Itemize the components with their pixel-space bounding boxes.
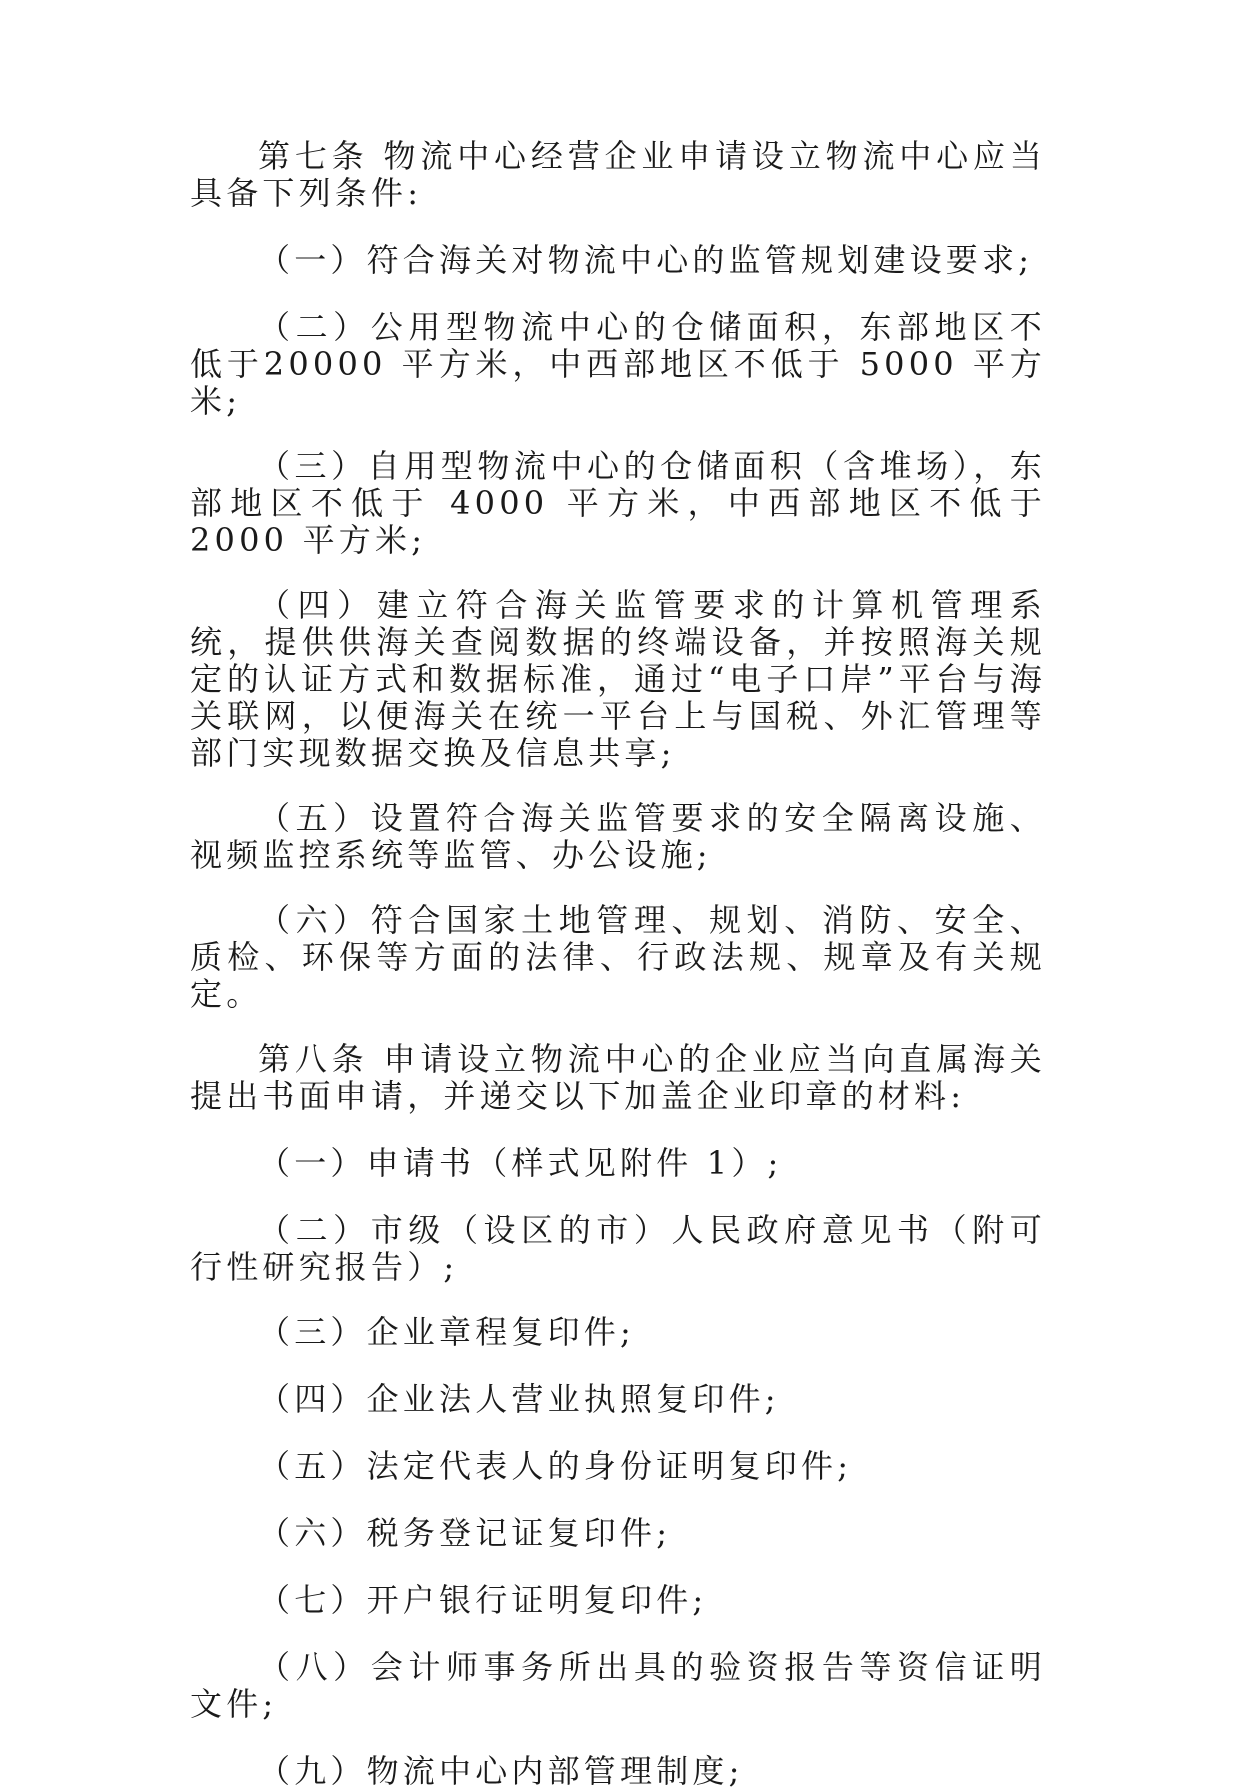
article-8-item-4: （四）企业法人营业执照复印件; [258,1380,780,1418]
article-7-item-5: （五）设置符合海关监管要求的安全隔离设施、视频监控系统等监管、办公设施; [190,799,1046,874]
article-8-item-6: （六）税务登记证复印件; [258,1514,672,1552]
article-8-item-1: （一）申请书（样式见附件 1）; [258,1144,783,1182]
article-8-heading: 第八条 申请设立物流中心的企业应当向直属海关提出书面申请，并递交以下加盖企业印章的材料: [190,1040,1046,1115]
article-8-item-5: （五）法定代表人的身份证明复印件; [258,1447,853,1485]
article-7-item-3: （三）自用型物流中心的仓储面积（含堆场），东部地区不低于 4000 平方米，中西部地区不低于 2000 平方米; [190,447,1046,559]
article-8-item-3: （三）企业章程复印件; [258,1313,635,1351]
article-8-item-8: （八）会计师事务所出具的验资报告等资信证明文件; [190,1648,1046,1723]
article-7-item-2: （二）公用型物流中心的仓储面积，东部地区不低于20000 平方米，中西部地区不低于 5000 平方米; [190,308,1046,420]
article-8-item-2: （二）市级（设区的市）人民政府意见书（附可行性研究报告）; [190,1211,1046,1286]
document-page [190,138,1046,1790]
article-7-item-4: （四）建立符合海关监管要求的计算机管理系统，提供供海关查阅数据的终端设备，并按照海关规定的认证方式和数据标准，通过“电子口岸”平台与海关联网，以便海关在统一平台上与国税、外汇管理等部门实现数据交换及信息共享; [190,586,1046,772]
article-8-item-9: （九）物流中心内部管理制度; [258,1752,744,1790]
article-7-heading: 第七条 物流中心经营企业申请设立物流中心应当具备下列条件: [190,137,1046,212]
article-7-item-1: （一）符合海关对物流中心的监管规划建设要求; [258,241,1034,279]
article-8-item-7: （七）开户银行证明复印件; [258,1581,708,1619]
article-7-item-6: （六）符合国家土地管理、规划、消防、安全、质检、环保等方面的法律、行政法规、规章及有关规定。 [190,901,1046,1013]
